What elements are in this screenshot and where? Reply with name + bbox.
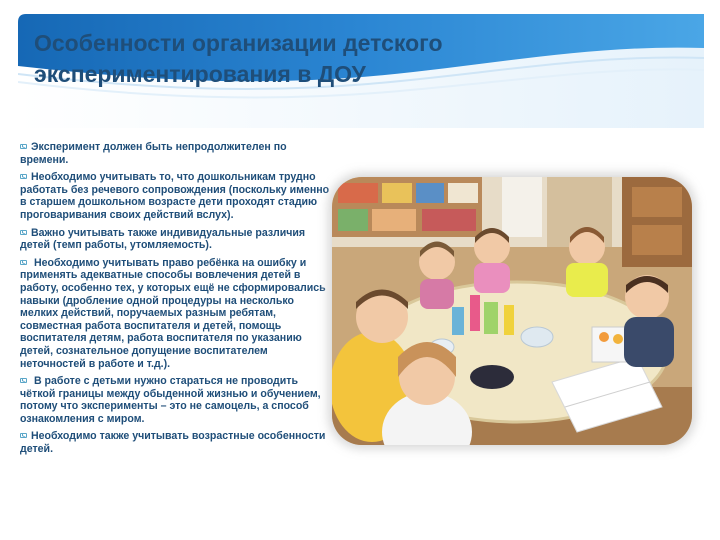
bullet-text: Важно учитывать также индивидуальные различия детей (темп работы, утомляемость).: [20, 226, 306, 252]
list-item: [20, 375, 332, 425]
envelope-icon: [20, 260, 27, 265]
bullet-list: [20, 141, 332, 461]
bullet-text: Необходимо также учитывать возрастные особенности детей.: [20, 430, 326, 456]
envelope-icon: [20, 144, 27, 149]
children-experiment-illustration: [332, 177, 692, 445]
bullet-text: Необходимо учитывать то, что дошкольникам трудно работать без речевого сопровождения (поскольку именно в старшем дошкольном возрасте дети проходят стадию проговаривания своих действий вслух).: [20, 171, 330, 221]
envelope-icon: [20, 230, 27, 235]
list-item: [20, 141, 332, 166]
list-item: [20, 430, 332, 455]
bullet-text: Эксперимент должен быть непродолжителен по времени.: [20, 141, 287, 166]
slide-title: Особенности организации детского экспериментирования в ДОУ: [34, 30, 443, 87]
bullet-text: Необходимо учитывать право ребёнка на ошибку и применять адекватные способы вовлечения детей в работу, особенно тех, у которых ещё не сформировались навыки (дробление одной процедуры на несколько мелких действий, поручаемых разным ребятам, совместная работа воспитателя и детей, помощь воспитателя детям, работа воспитателя по указанию детей, сознательное допущение воспитателем неточностей в работе и т.д.).: [20, 256, 326, 370]
envelope-icon: [20, 174, 27, 179]
list-item: [20, 171, 332, 221]
list-item: [20, 227, 332, 252]
envelope-icon: [20, 378, 27, 383]
envelope-icon: [20, 433, 27, 438]
bullet-text: В работе с детьми нужно стараться не проводить чёткой границы между обыденной жизнью и обучением, потому что эксперименты – это не самоцель, а способ ознакомления с миром.: [20, 375, 321, 425]
classroom-photo: [332, 177, 692, 445]
list-item: [20, 257, 332, 370]
